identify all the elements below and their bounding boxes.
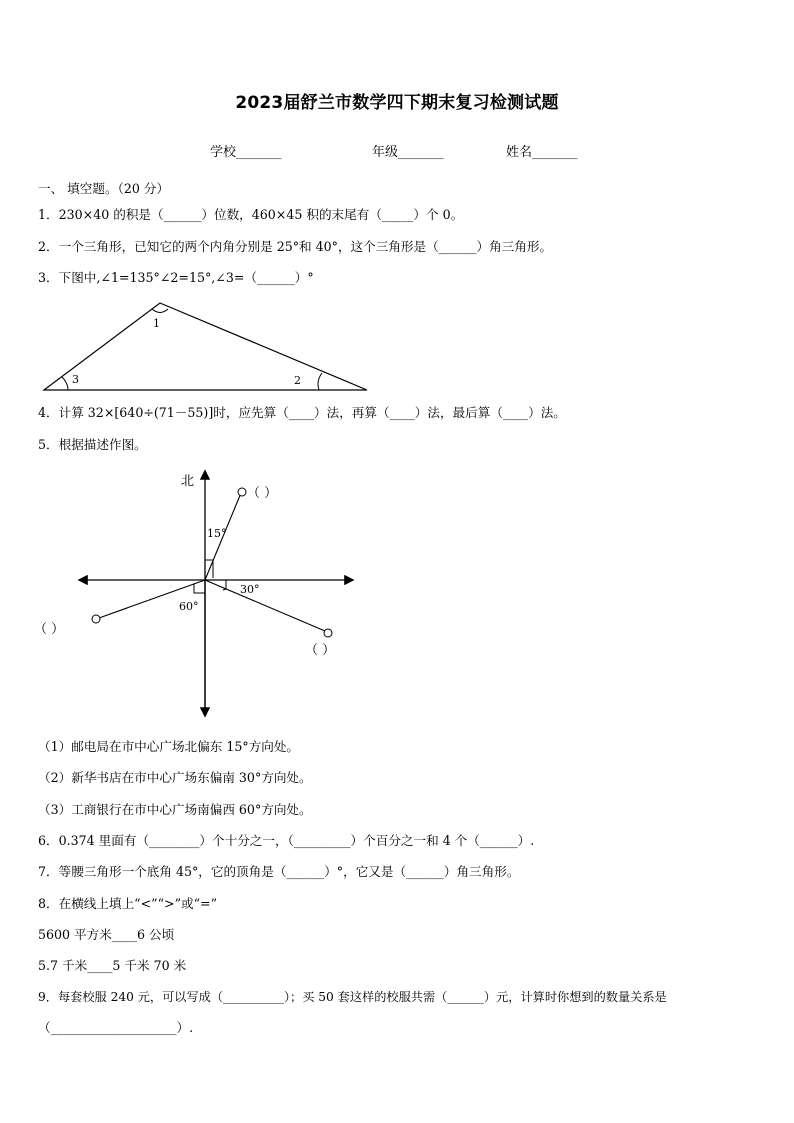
point-sw [92, 615, 100, 623]
point-se [324, 629, 332, 637]
question-2: 2．一个三角形，已知它的两个内角分别是 25°和 40°，这个三角形是（______）角三角形。 [38, 239, 553, 254]
angle-mark-sw [194, 584, 205, 593]
point-ne [238, 488, 246, 496]
q5-item-3: （3）工商银行在市中心广场南偏西 60°方向处。 [38, 802, 312, 817]
question-6: 6．0.374 里面有（________）个十分之一，（_________）个百分之一和 4 个（______）. [38, 833, 535, 848]
angle-2-label: 2 [294, 374, 301, 387]
name-field: 姓名_______ [506, 145, 578, 160]
question-9-line-1: 9．每套校服 240 元，可以写成（__________）；买 50 套这样的校服共需（______）元，计算时你想到的数量关系是 [38, 990, 667, 1004]
page-title: 2023届舒兰市数学四下期末复习检测试题 [235, 93, 559, 113]
angle-ne-label: 15° [207, 527, 227, 540]
angle-se-label: 30° [240, 583, 260, 596]
question-8b: 5.7 千米____5 千米 70 米 [38, 958, 187, 973]
question-7: 7．等腰三角形一个底角 45°，它的顶角是（______）°，它又是（______）角三角形。 [38, 864, 520, 879]
blank-se: （ ） [305, 643, 336, 658]
question-5: 5．根据描述作图。 [38, 437, 147, 452]
north-label: 北 [181, 474, 195, 489]
question-1: 1．230×40 的积是（______）位数，460×45 积的末尾有（_____）个 0。 [38, 207, 464, 222]
question-4: 4．计算 32×[640÷(71－55)]时，应先算（____）法，再算（____）法，最后算（____）法。 [38, 405, 566, 420]
school-field: 学校_______ [210, 145, 282, 160]
question-8a: 5600 平方米____6 公顷 [38, 927, 175, 942]
blank-ne: （ ） [247, 486, 278, 501]
q5-item-2: （2）新华书店在市中心广场东偏南 30°方向处。 [38, 770, 312, 785]
grade-field: 年级_______ [372, 145, 444, 160]
q5-item-1: （1）邮电局在市中心广场北偏东 15°方向处。 [38, 739, 300, 754]
question-9-line-2: （____________________）. [38, 1020, 194, 1035]
angle-sw-label: 60° [179, 600, 199, 613]
ray-se [205, 580, 325, 631]
question-3: 3．下图中,∠1=135°∠2=15°,∠3=（______）° [38, 270, 314, 285]
section-heading: 一、 填空题。（20 分） [38, 181, 170, 196]
blank-sw: （ ） [34, 622, 65, 637]
question-8: 8．在横线上填上“<”“>”或“=” [38, 896, 218, 911]
angle-1-label: 1 [153, 317, 160, 330]
angle-3-label: 3 [72, 373, 79, 386]
